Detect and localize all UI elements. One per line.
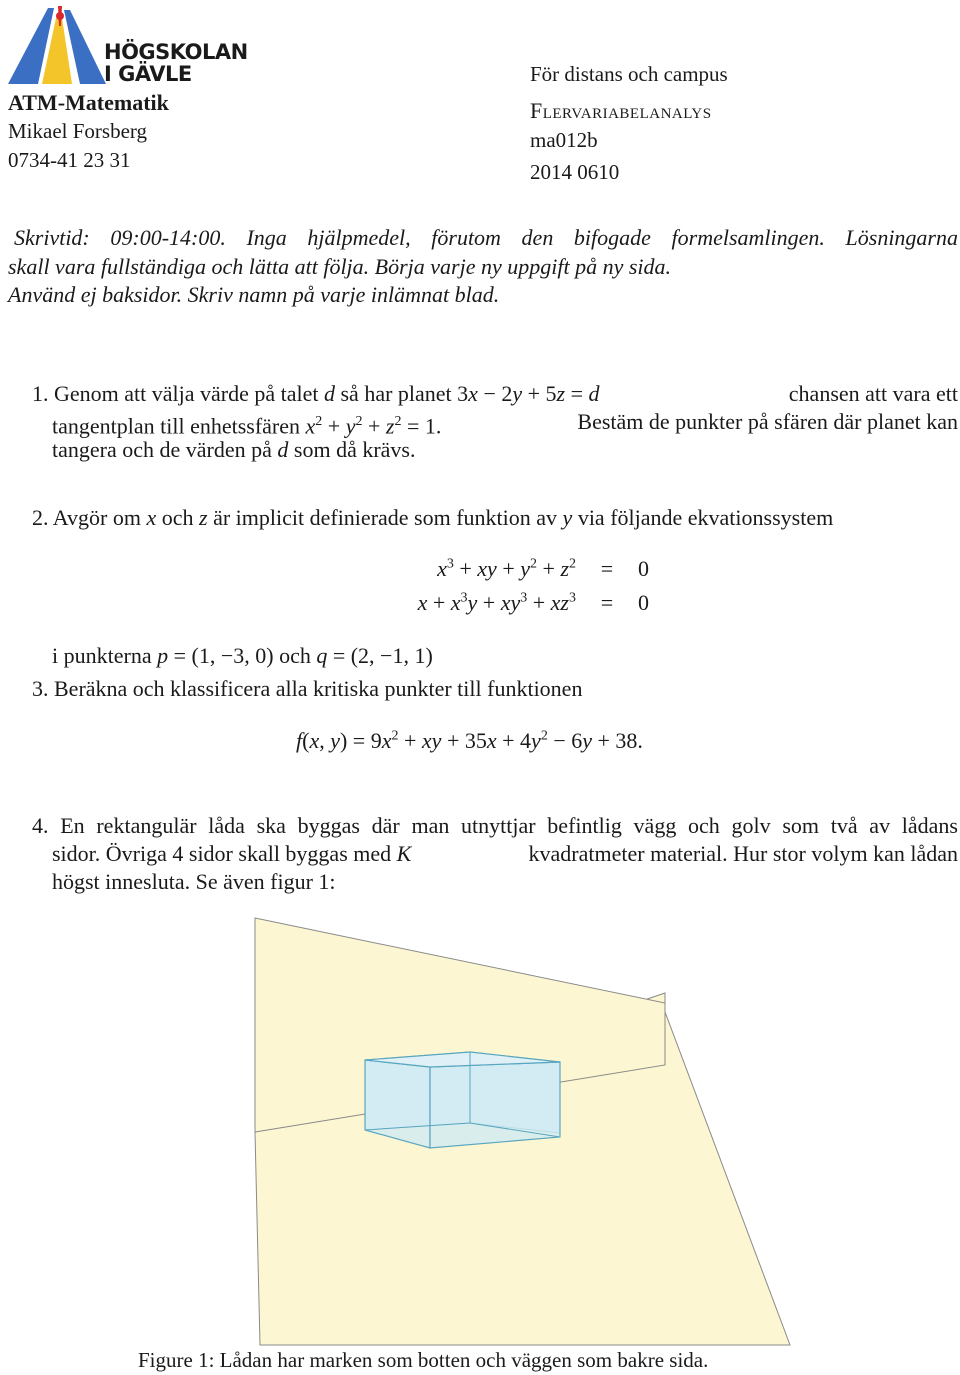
exam-audience: För distans och campus	[530, 62, 728, 86]
course-code: ma012b	[530, 128, 598, 152]
course-name: Flervariabelanalys	[530, 98, 712, 123]
logo-text-line2: I GÄVLE	[104, 62, 192, 86]
problem-3-text: 3. Beräkna och klassificera alla kritiska punkter till funktionen	[32, 676, 583, 701]
department-name: ATM-Matematik	[8, 90, 169, 115]
logo-text-line1: HÖGSKOLAN	[104, 40, 248, 64]
university-logo	[8, 4, 248, 86]
problem-2-text: 2. Avgör om x och z är implicit definierade som funktion av y via följande ekvationssystem	[32, 505, 834, 530]
figure-caption: Figure 1: Lådan har marken som botten och väggen som bakre sida.	[138, 1348, 709, 1372]
problem-1-line-2: tangentplan till enhetssfären $x^2 + y^2 + z^2 = 1$. Bestäm de punkter på sfären där planet kan	[52, 409, 958, 439]
problem-1-line-3: tangera och de värden på d som då krävs.	[52, 437, 416, 462]
instructions-line-3: Använd ej baksidor. Skriv namn på varje inlämnat blad.	[8, 282, 500, 307]
author-phone: 0734-41 23 31	[8, 148, 131, 172]
instructions-line-2: skall vara fullständiga och lätta att följa. Börja varje ny uppgift på ny sida.	[8, 254, 672, 279]
equation-1: $x^3$ + xy + $y^2 + z^2$ = 0	[437, 556, 649, 581]
box-front-face	[430, 1062, 560, 1148]
problem-4-line-1: 4. En rektangulär låda ska byggas där man utnyttjar befintlig vägg och golv som två av lådans	[32, 813, 958, 838]
problem-1-line-1: 1. Genom att välja värde på talet d så har planet 3x − 2y + 5z = d chansen att vara ett	[32, 381, 958, 406]
equation-2: $x + x^3y + xy^3 + xz^3$ = 0	[417, 590, 649, 615]
problem-3-function: f(x, $y) = 9x^2$ + xy + $35x + 4y^2 - 6y + 38$.	[296, 728, 643, 753]
logo-emblem-icon	[8, 4, 108, 86]
box-figure	[0, 905, 960, 1375]
problem-4-line-2: sidor. Övriga 4 sidor skall byggas med K kvadratmeter material. Hur stor volym kan lådan	[52, 841, 958, 866]
equation-system	[340, 556, 660, 624]
problem-2-points: i punkterna p = (1, −3, 0) och q = (2, −1, 1)	[52, 643, 433, 668]
instructions-line-1: Skrivtid: 09:00-14:00. Inga hjälpmedel, förutom den bifogade formelsamlingen. Lösningarna	[14, 225, 958, 250]
exam-date: 2014 0610	[530, 160, 620, 184]
problem-4-line-3: högst innesluta. Se även figur 1:	[52, 869, 336, 894]
author-name: Mikael Forsberg	[8, 119, 148, 143]
